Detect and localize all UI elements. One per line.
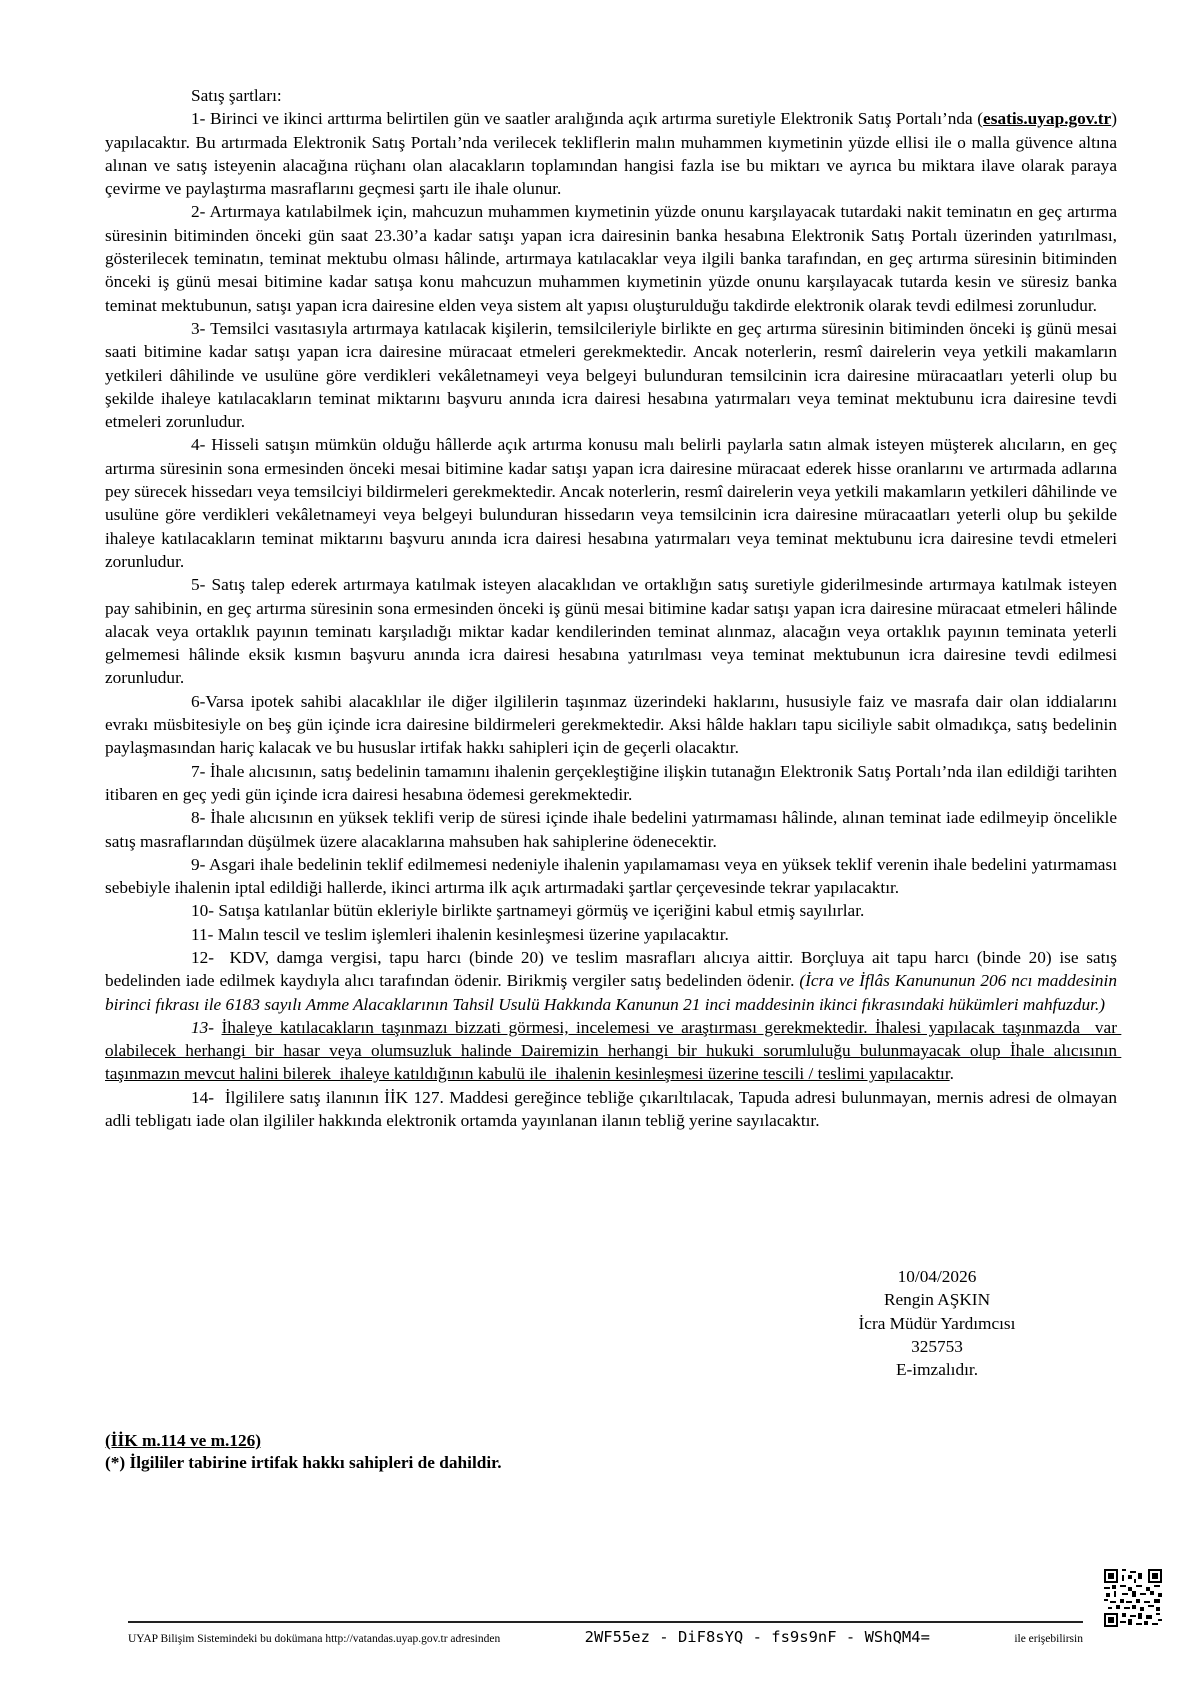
signature-name: Rengin AŞKIN [883, 1290, 991, 1310]
term-item [105, 923, 1117, 946]
term-text: Artırmaya katılabilmek için, mahcuzun muhammen kıymetinin yüzde onunu karşılayacak tutardaki nakit teminatın en geç artırma süresinin bitiminden önceki gün saat 23.30’a kadar satışı yapan icra dairesinin banka hesabına Elektronik Satış Portalı üzerinden yatırılması, gösterilecek teminatın, teminat mektubu olması hâlinde, artırmaya katılacaklar veya ilgili banka tarafından, en geç artırma süresinin bitiminden önceki iş günü mesai bitimine kadar satışa konu mahcuzun muhammen kıymetinin yüzde onunu karşılayacak tutarda kesin ve süresiz banka teminat mektubunun, satışı yapan icra dairesine elden veya sistem alt yapısı oluşturulduğu takdirde elektronik olarak tevdi edilmesi zorunludur. [105, 202, 1122, 315]
term-text: . [949, 1064, 954, 1084]
term-text: KDV, damga vergisi, tapu harcı (binde 20) ve teslim masrafları alıcıya aittir. Borçluya ait tapu harcı (binde 20) ise satış bedelinden iade edilmek kaydıyla alıcı tarafından ödenir. Birikmiş vergiler satış bedelinden ödenir. [105, 947, 1122, 991]
term-number: 6- [191, 691, 206, 711]
signature-esign: E-imzalıdır. [895, 1360, 979, 1380]
term-text: Malın tescil ve teslim işlemleri ihalenin kesinleşmesi üzerine yapılacaktır. [213, 924, 729, 944]
term-number: 14- [191, 1087, 215, 1107]
term-item [105, 107, 1122, 200]
terms-list [105, 107, 1122, 1132]
footer-prefix: UYAP Bilişim Sistemindeki bu dokümana http://vatandas.uyap.gov.tr adresinden [128, 1633, 501, 1645]
term-number: 8- [191, 808, 206, 828]
term-text: Satışa katılanlar bütün ekleriyle birlikte şartnameyi görmüş ve içeriğini kabul etmiş sayılırlar. [214, 901, 865, 921]
term-text: İlgililere satış ilanının İİK 127. Maddesi gereğince tebliğe çıkarıltılacak, Tapuda adresi bulunmayan, mernis adresi de olmayan adli tebligatı iade olan ilgililer hakkında elektronik ortamda yayınlanan ilanın tebliğ yerine sayılacaktır. [105, 1087, 1122, 1131]
term-number: 9- [191, 854, 206, 874]
qr-code-icon [1104, 1569, 1162, 1627]
term-item [105, 573, 1122, 689]
document-body [105, 84, 1122, 1132]
term-item [105, 1016, 1122, 1086]
term-item [105, 433, 1122, 573]
footer-suffix: ile erişebilirsin [1014, 1633, 1083, 1645]
term-text: (İcra ve İflâs Kanununun 206 ncı maddesinin birinci fıkrası ile 6183 sayılı Amme Alacaklarının Tahsil Usulü Hakkında Kanunun 21 inci maddesinin ikinci fıkrasındaki hükümleri mahfuzdur.) [105, 971, 1122, 1014]
term-text: Varsa ipotek sahibi alacaklılar ile diğer ilgililerin taşınmaz üzerindeki haklarını, hususiyle faiz ve masrafa dair olan iddialarını evrakı müsbitesiyle on beş gün içinde icra dairesine bildirmeleri gerekmektedir. Aksi hâlde hakları tapu siciliyle sabit olmadıkça, satış bedelinin paylaşmasından hariç kalacak ve bu hususlar irtifak hakkı sahipleri için de geçerli olacaktır. [105, 691, 1122, 758]
footer-divider [128, 1621, 1083, 1623]
term-number: 1- [191, 109, 206, 129]
term-number: 2- [191, 202, 206, 222]
term-item [105, 806, 1122, 853]
term-number: 12- [191, 947, 215, 967]
term-number: 7- [191, 761, 206, 781]
term-item [105, 946, 1122, 1016]
footnote: (*) İlgililer tabirine irtifak hakkı sahipleri de dahildir. [105, 1453, 502, 1472]
term-text: Hisseli satışın mümkün olduğu hâllerde açık artırma konusu malı belirli paylarla satın almak isteyen müşterek alıcıların, en geç artırma süresinin sona ermesinden önceki mesai bitimine kadar satışı yapan icra dairesine müracaat ederek hisse oranlarını ve artırmada adlarına pey sürecek hissedarı veya temsilciyi bildirmeleri gerekmektedir. Ancak noterlerin, resmî dairelerin veya yetkili makamların yetkileri dâhilinde ve usulüne göre verdikleri vekâletnameyi veya belgeyi bulunduran hissedarın veya temsilcinin icra dairesine müracaatları yeterli olup bu şekilde ihaleye katılacakların teminat miktarını başvuru anında icra dairesi hesabına yatırmaları veya teminat mektubunu icra dairesine tevdi etmeleri zorunludur. [105, 435, 1122, 571]
term-text: Birinci ve ikinci arttırma belirtilen gün ve saatler aralığında açık artırma suretiyle Elektronik Satış Portalı’nda ( [205, 109, 984, 129]
term-item [105, 899, 1117, 922]
term-item [105, 200, 1122, 316]
term-item [105, 690, 1122, 760]
term-text: ) yapılacaktır. Bu artırmada Elektronik Satış Portalı’nda verilecek tekliflerin malın muhammen kıymetinin yüzde ellisi ile o malla güvence altına alınan ve satış isteyenin alacağına rüçhanı olan alacakların toplamından hangisi fazla ise bu miktarı ve ayrıca bu miktara ilave olarak paraya çevirme ve paylaştırma masraflarını geçmesi şartı ile ihale olunur. [105, 109, 1122, 199]
section-heading: Satış şartları: [191, 86, 282, 105]
term-item [105, 760, 1122, 807]
signature-date: 10/04/2026 [897, 1267, 977, 1286]
term-text [214, 1018, 221, 1037]
term-number: 10- [191, 901, 215, 921]
law-reference: (İİK m.114 ve m.126) [105, 1431, 261, 1450]
signature-sicil: 325753 [911, 1336, 963, 1356]
term-number: 3- [191, 318, 206, 338]
term-item [105, 1086, 1122, 1133]
signature-block [837, 1265, 1037, 1381]
term-number: 4- [191, 435, 206, 455]
term-number: 13- [191, 1017, 215, 1037]
term-number: 5- [191, 575, 206, 595]
term-number: 11- [191, 924, 214, 944]
term-text: İhaleye katılacakların taşınmazı bizzati görmesi, incelemesi ve araştırması gerekmektedir. İhalesi yapılacak taşınmazda var olabilecek herhangi bir hasar veya olumsuzluk halinde Dairemizin herhangi bir hukuki sorumluluğu bulunmayacak olup İhale alıcısının taşınmazın mevcut halini bilerek ihaleye katıldığının kabulü ile ihalenin kesinleşmesi üzerine tescili / teslimi yapılacaktır [105, 1017, 1122, 1084]
term-item [105, 853, 1122, 900]
term-text[interactable]: esatis.uyap.gov.tr [983, 109, 1112, 129]
term-text: İhale alıcısının en yüksek teklifi verip de süresi içinde ihale bedelini yatırmaması hâlinde, alınan teminat iade edilmeyip öncelikle satış masraflarından düşülmek üzere alacaklarına mahsuben hak sahiplerine ödenecektir. [105, 808, 1122, 851]
term-text: İhale alıcısının, satış bedelinin tamamını ihalenin gerçekleştiğine ilişkin tutanağın Elektronik Satış Portalı’nda ilan edildiği tarihten itibaren en geç yedi gün içinde icra dairesi hesabına ödemesi gerekmektedir. [105, 761, 1122, 804]
term-text: Asgari ihale bedelinin teklif edilmemesi nedeniyle ihalenin yapılamaması veya en yüksek teklif verenin ihale bedelini yatırmaması sebebiyle ihalenin iptal edildiği hallerde, ikinci artırma ilk açık artırmadaki şartlar çerçevesinde tekrar yapılacaktır. [105, 854, 1122, 898]
term-text: Satış talep ederek artırmaya katılmak isteyen alacaklıdan ve ortaklığın satış suretiyle giderilmesinde artırmaya katılmak isteyen pay sahibinin, en geç artırma süresinin sona ermesinden önceki iş günü mesai bitimine kadar satışı yapan icra dairesine müracaat etmeleri hâlinde alacak veya ortaklık payının teminatı karşıladığı miktar kadar kendilerinden teminat alınmaz, alacağın veya ortaklık payının teminata yeterli gelmemesi hâlinde eksik kısmın başvuru anında icra dairesi hesabına yatırılması veya teminat mektubunun icra dairesine tevdi edilmesi zorunludur. [105, 575, 1122, 688]
notes-block [105, 1430, 502, 1474]
footer [128, 1627, 1083, 1649]
term-text: Temsilci vasıtasıyla artırmaya katılacak kişilerin, temsilcileriyle birlikte en geç artırma süresinin bitiminden önceki iş günü mesai saati bitimine kadar satışı yapan icra dairesine müracaat etmeleri gerekmektedir. Ancak noterlerin, resmî dairelerin veya yetkili makamların yetkileri dâhilinde ve usulüne göre verdikleri vekâletnameyi veya belgeyi bulunduran temsilcinin icra dairesine müracaatları yeterli olup bu şekilde ihaleye katılacakların teminat miktarını başvuru anında icra dairesi hesabına yatırmaları veya teminat mektubunu icra dairesine tevdi etmeleri zorunludur. [105, 318, 1122, 432]
signature-title: İcra Müdür Yardımcısı [858, 1313, 1016, 1333]
term-item [105, 317, 1122, 433]
verification-code: 2WF55ez - DiF8sYQ - fs9s9nF - WShQM4= [584, 1628, 930, 1646]
